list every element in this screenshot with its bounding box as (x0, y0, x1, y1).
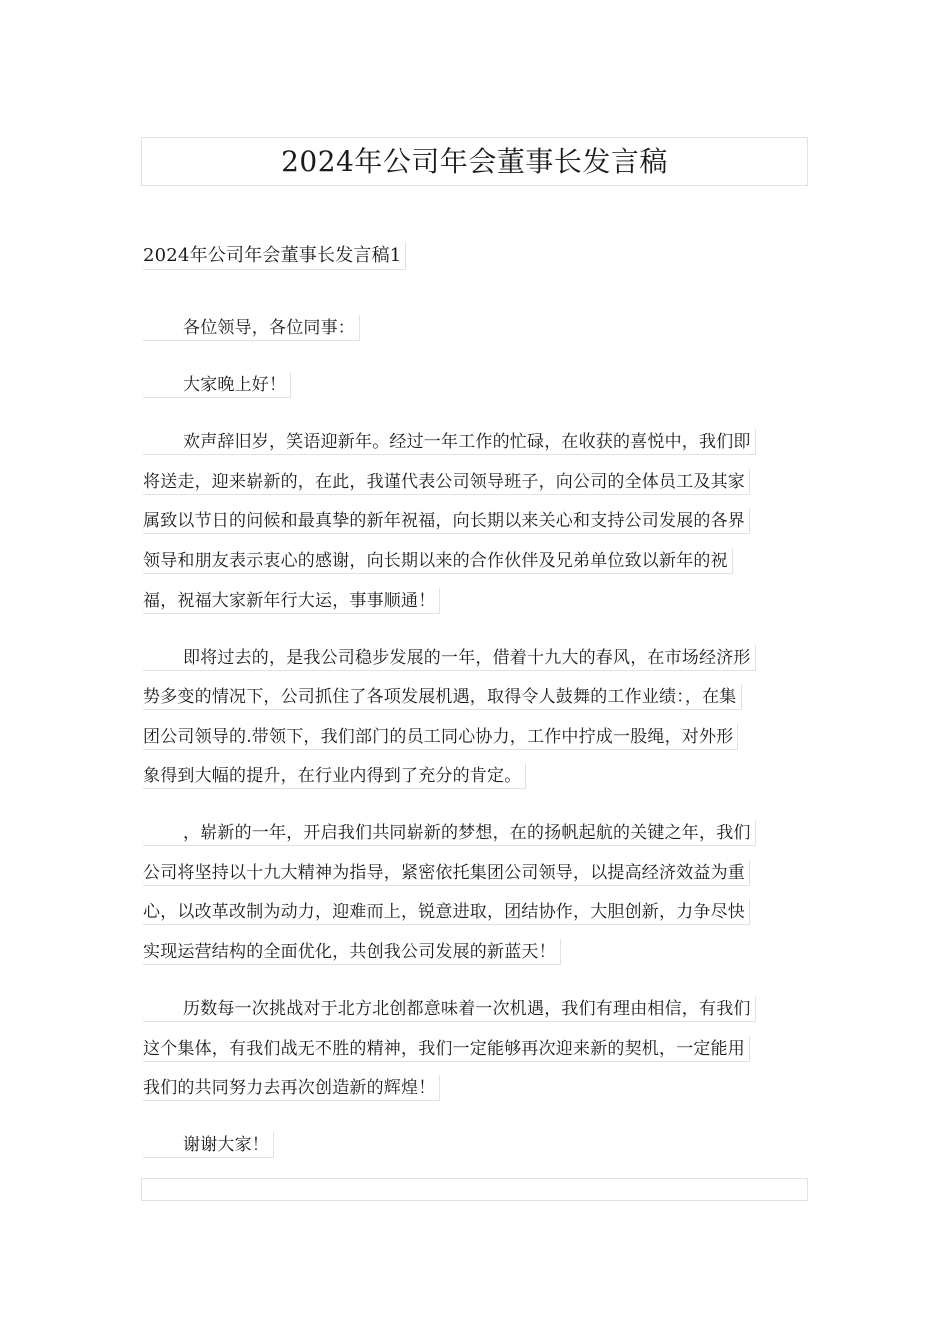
paragraph-3-line-3: 心，以改革改制为动力，迎难而上，锐意进取，团结协作，大胆创新，力争尽快 (143, 899, 750, 925)
title-box (141, 137, 808, 186)
paragraph-1-line-2: 将送走，迎来崭新的，在此，我谨代表公司领导班子，向公司的全体员工及其家 (143, 469, 750, 495)
paragraph-1-line-3: 属致以节日的问候和最真挚的新年祝福，向长期以来关心和支持公司发展的各界 (143, 508, 750, 534)
salutation-line: 大家晚上好！ (143, 372, 291, 398)
paragraph-2-line-3: 团公司领导的.带领下，我们部门的员工同心协力，工作中拧成一股绳，对外形 (143, 724, 738, 750)
paragraph-1-line-5: 福，祝福大家新年行大运，事事顺通！ (143, 588, 440, 614)
paragraph-3-line-1: ，崭新的一年，开启我们共同崭新的梦想，在的扬帆起航的关键之年，我们 (143, 820, 756, 846)
paragraph-1-line-4: 领导和朋友表示衷心的感谢，向长期以来的合作伙伴及兄弟单位致以新年的祝 (143, 548, 733, 574)
paragraph-1-line-1: 欢声辞旧岁，笑语迎新年。经过一年工作的忙碌，在收获的喜悦中，我们即 (143, 429, 756, 455)
footer-box (141, 1178, 808, 1201)
paragraph-4-line-3: 我们的共同努力去再次创造新的辉煌！ (143, 1075, 440, 1101)
paragraph-2-line-4: 象得到大幅的提升，在行业内得到了充分的肯定。 (143, 763, 526, 789)
paragraph-3-line-2: 公司将坚持以十九大精神为指导，紧密依托集团公司领导，以提高经济效益为重 (143, 860, 750, 886)
paragraph-4-line-1: 历数每一次挑战对于北方北创都意味着一次机遇，我们有理由相信，有我们 (143, 996, 756, 1022)
paragraph-2-line-2: 势多变的情况下，公司抓住了各项发展机遇，取得令人鼓舞的工作业绩：，在集 (143, 684, 742, 710)
greeting-line: 各位领导，各位同事： (143, 315, 360, 341)
section-heading: 2024年公司年会董事长发言稿1 (143, 242, 406, 270)
document-title: 2024年公司年会董事长发言稿 (281, 144, 668, 178)
paragraph-3-line-4: 实现运营结构的全面优化，共创我公司发展的新蓝天！ (143, 939, 561, 965)
paragraph-4-line-2: 这个集体，有我们战无不胜的精神，我们一定能够再次迎来新的契机，一定能用 (143, 1036, 750, 1062)
paragraph-2-line-1: 即将过去的，是我公司稳步发展的一年，借着十九大的春风，在市场经济形 (143, 645, 756, 671)
closing-line: 谢谢大家！ (143, 1132, 274, 1158)
